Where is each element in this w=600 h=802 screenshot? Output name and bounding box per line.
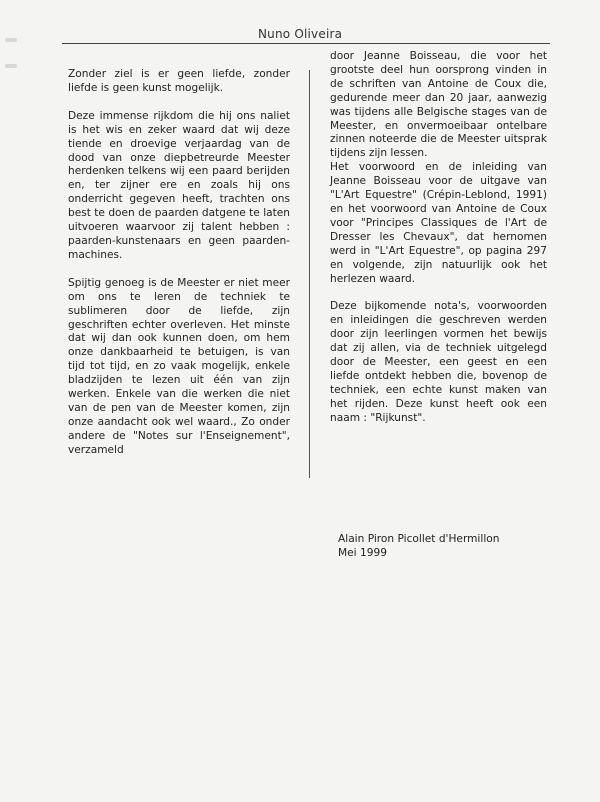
signature-block — [338, 532, 499, 560]
header-rule — [62, 43, 550, 44]
column-divider — [309, 70, 310, 478]
left-column — [68, 68, 290, 458]
paragraph: Zonder ziel is er geen liefde, zonder liefde is geen kunst mogelijk. — [68, 68, 290, 94]
right-column — [330, 50, 547, 426]
paragraph: Deze immense rijkdom die hij ons naliet is het wis en zeker waard dat wij deze tiende en droevige verjaardag van de dood van onze diepbetreurde Meester herdenken telkens wij een paard berijden en, ter zijner ere en zoals hij ons onderricht gegeven heeft, trachten ons best te doen de paarden datgene te laten uitvoeren waarvoor zij talent hebben : paarden-kunstenaars en geen paarden-machines. — [68, 109, 291, 261]
paragraph: Deze bijkomende nota's, voorwoorden en inleidingen die geschreven werden door zijn leerlingen vormen het bewijs dat zij allen, via de techniek uitgelegd door de Meester, een geest en een liefde ontdekt hebben die, bovenop de techniek, een echte kunst maken van het rijden. Deze kunst heeft ook een naam : "Rijkunst". — [330, 300, 547, 424]
paragraph: Spijtig genoeg is de Meester er niet meer om ons te leren de techniek te sublimeren door de liefde, zijn geschriften echter overleven. Het minste dat wij dan ook kunnen doen, om hem onze dankbaarheid te betuigen, is van tijd tot tijd, en zo vaak mogelijk, enkele bladzijden te lezen uit één van zijn werken. Enkele van die werken die niet van de pen van de Meester komen, zijn onze aandacht ook wel waard., Zo onder andere de "Notes sur l'Enseignement", verzameld — [68, 276, 290, 456]
paragraph: Het voorwoord en de inleiding van Jeanne Boisseau voor de uitgave van "L'Art Equestre" (Crépin-Leblond, 1991) en het voorwoord van Antoine de Coux voor "Principes Classiques de l'Art de Dresser les Chevaux", dat hernomen werd in "L'Art Equestre", op pagina 297 en volgende, zijn natuurlijk ook het herlezen waard. — [330, 161, 547, 285]
paragraph: door Jeanne Boisseau, die voor het grootste deel hun oorsprong vinden in de schriften van Antoine de Coux die, gedurende meer dan 20 jaar, aanwezig was tijdens alle Belgische stages van de Meester, en onvermoeibaar ontelbare zinnen noteerde die de Meester uitsprak tijdens zijn lessen. — [330, 50, 547, 160]
running-header-title: Nuno Oliveira — [258, 27, 343, 41]
signature-name: Alain Piron Picollet d'Hermillon — [338, 533, 500, 545]
signature-date: Mei 1999 — [338, 547, 387, 559]
binder-hole-mark — [5, 64, 17, 68]
binder-hole-mark — [5, 38, 17, 42]
